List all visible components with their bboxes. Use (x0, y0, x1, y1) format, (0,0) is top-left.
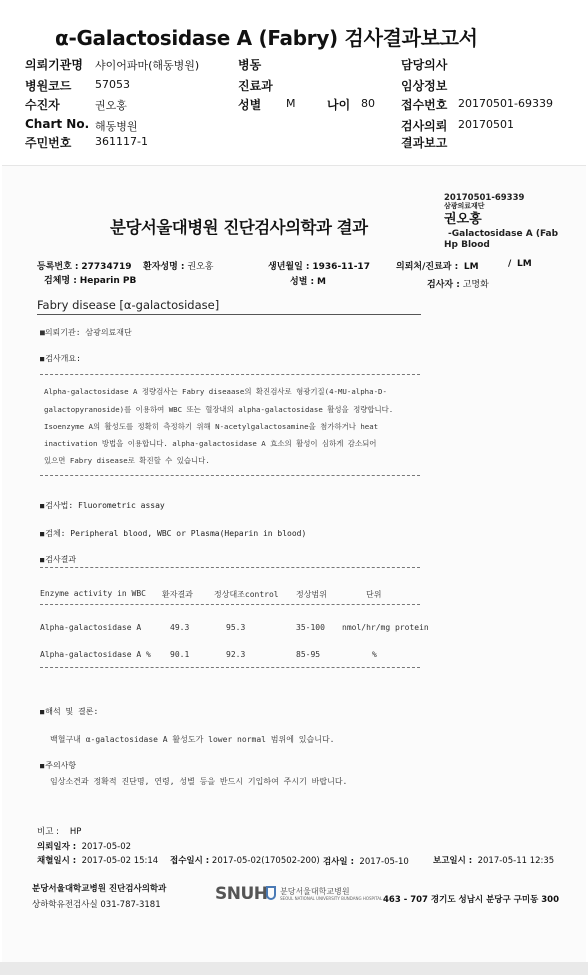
patient-dept-2: / LM (508, 259, 532, 269)
table-header-enzyme: Enzyme activity in WBC (40, 589, 146, 598)
value-age: 80 (361, 97, 375, 110)
collect-datetime: 채혈일시 : 2017-05-02 15:14 (37, 856, 159, 866)
report-header (0, 0, 588, 160)
dept-name: 분당서울대학교병원 진단검사의학과 (32, 884, 167, 894)
table-header-unit: 단위 (366, 590, 382, 599)
report-datetime: 보고일시 : 2017-05-11 12:35 (433, 856, 555, 866)
table-cell: 85-95 (296, 650, 321, 659)
label-hospital-code: 병원코드 (25, 79, 72, 93)
table-cell: nmol/hr/mg protein (342, 623, 429, 632)
table-header-control: 정상대조control (214, 590, 279, 599)
tube-org: 삼광의료재단 (444, 202, 485, 210)
table-cell: 95.3 (226, 623, 246, 632)
snuh-logo-english: SEOUL NATIONAL UNIVERSITY BUNDANG HOSPITAL (280, 896, 383, 901)
patient-sex: 성별 : M (290, 277, 326, 287)
label-sex: 성별 (238, 98, 262, 112)
method-line: ■ 검사법: Fluorometric assay (40, 500, 165, 511)
referring-org: ■의뢰기관: 삼광의료재단 (40, 328, 132, 337)
table-cell: 35-100 (296, 623, 325, 632)
label-resident-no: 주민번호 (25, 136, 72, 150)
results-heading: ■ 검사결과 (40, 554, 76, 565)
patient-specimen: 검체명 : Heparin PB (44, 276, 137, 286)
lab-phone: 상하학유전검사실 031-787-3181 (32, 900, 161, 910)
interpretation-heading: ■ 해석 및 결론: (40, 706, 98, 717)
patient-name: 환자성명 : 권오홍 (143, 262, 214, 272)
dashed-divider (40, 567, 420, 568)
value-patient: 권오홍 (95, 99, 127, 112)
overview-line: 있으면 Fabry disease로 확진할 수 있습니다. (44, 456, 210, 465)
overview-line: Isoenzyme A의 활성도를 정확히 측정하기 위해 N-acetylgalactosamine을 첨가하거나 heat (44, 422, 379, 431)
receive-datetime: 접수일시 : 2017-05-02(170502-200) (170, 856, 320, 866)
hospital-report-title: 분당서울대병원 진단검사의학과 결과 (110, 218, 368, 237)
request-date: 의뢰일자 : 2017-05-02 (37, 842, 132, 852)
dashed-divider (40, 374, 420, 375)
overview-line: inactivation 방법을 이용합니다. alpha-galactosidase A 효소의 활성이 심하게 감소되어 (44, 439, 377, 448)
value-requesting-org: 샤이어파마(해동병원) (95, 59, 200, 72)
patient-reg-no: 등록번호 : 27734719 (37, 262, 132, 272)
tube-test-line1: -Galactosidase A (Fab (448, 229, 559, 239)
label-age: 나이 (327, 98, 351, 112)
caution-heading: ■ 주의사항 (40, 760, 76, 771)
label-patient: 수진자 (25, 98, 60, 112)
label-ward: 병동 (238, 58, 262, 72)
hospital-address: 463 - 707 경기도 성남시 분당구 구미동 300 (383, 895, 560, 905)
interpretation-text: 백혈구내 α-galactosidase A 활성도가 lower normal 범위에 있습니다. (50, 735, 335, 744)
value-hospital-code: 57053 (95, 78, 130, 91)
label-requesting-org: 의뢰기관명 (25, 58, 83, 72)
table-cell: 49.3 (170, 623, 190, 632)
overview-heading: ■ 검사개요: (40, 353, 81, 364)
overview-line: Alpha-galactosidase A 정량검사는 Fabry diseaase의 확진검사로 형광기질(4-MU-alpha-D- (44, 387, 387, 396)
tube-accession: 20170501-69339 (444, 193, 525, 203)
tube-test-line2: Hp Blood (444, 240, 490, 250)
caution-text: 임상소견과 정확적 진단명, 연령, 성별 등을 반드시 기입하여 주시기 바랍니다. (50, 777, 348, 786)
label-accession: 접수번호 (401, 98, 448, 112)
report-title: α-Galactosidase A (Fabry) 검사결과보고서 (55, 26, 478, 50)
dashed-divider (40, 604, 420, 605)
table-cell: 92.3 (226, 650, 246, 659)
dashed-divider (40, 475, 420, 476)
value-chart-no: 해동병원 (95, 120, 138, 133)
table-header-range: 정상범위 (296, 590, 327, 599)
patient-tester: 검사자 : 고명화 (427, 280, 489, 290)
table-cell: Alpha-galactosidase A (40, 623, 142, 632)
dashed-divider (40, 667, 420, 668)
value-resident-no: 361117-1 (95, 135, 148, 148)
snuh-emblem-icon (266, 886, 276, 900)
value-accession: 20170501-69339 (458, 97, 553, 110)
label-result-report: 결과보고 (401, 136, 448, 150)
table-header-patient: 환자결과 (162, 590, 193, 599)
label-test-request: 검사의뢰 (401, 119, 448, 133)
label-department: 진료과 (238, 79, 273, 93)
value-sex: M (286, 97, 296, 110)
label-doctor: 담당의사 (401, 58, 448, 72)
test-date: 검사일 : 2017-05-10 (323, 857, 409, 867)
table-cell: % (372, 650, 377, 659)
patient-dept: 의뢰처/진료과 : LM (396, 262, 479, 272)
snuh-logo-korean: 분당서울대학교병원 (280, 887, 350, 896)
remark: 비고 : HP (37, 827, 82, 837)
specimen-line: ■ 검체: Peripheral blood, WBC or Plasma(Heparin in blood) (40, 528, 306, 539)
test-name: Fabry disease [α-galactosidase] (37, 298, 220, 312)
value-test-request: 20170501 (458, 118, 514, 131)
tube-patient-name: 권오홍 (444, 212, 482, 227)
snuh-logo: SNUH (215, 884, 268, 904)
table-cell: 90.1 (170, 650, 190, 659)
label-clinical-info: 임상정보 (401, 79, 448, 93)
bottom-strip (0, 962, 588, 975)
table-cell: Alpha-galactosidase A % (40, 650, 151, 659)
label-chart-no: Chart No. (25, 117, 90, 131)
overview-line: galactopyranoside)를 이용하여 WBC 또는 혈장내의 alpha-galactosidase 활성을 정량합니다. (44, 405, 394, 414)
patient-dob: 생년월일 : 1936-11-17 (268, 262, 370, 272)
divider (37, 314, 421, 315)
